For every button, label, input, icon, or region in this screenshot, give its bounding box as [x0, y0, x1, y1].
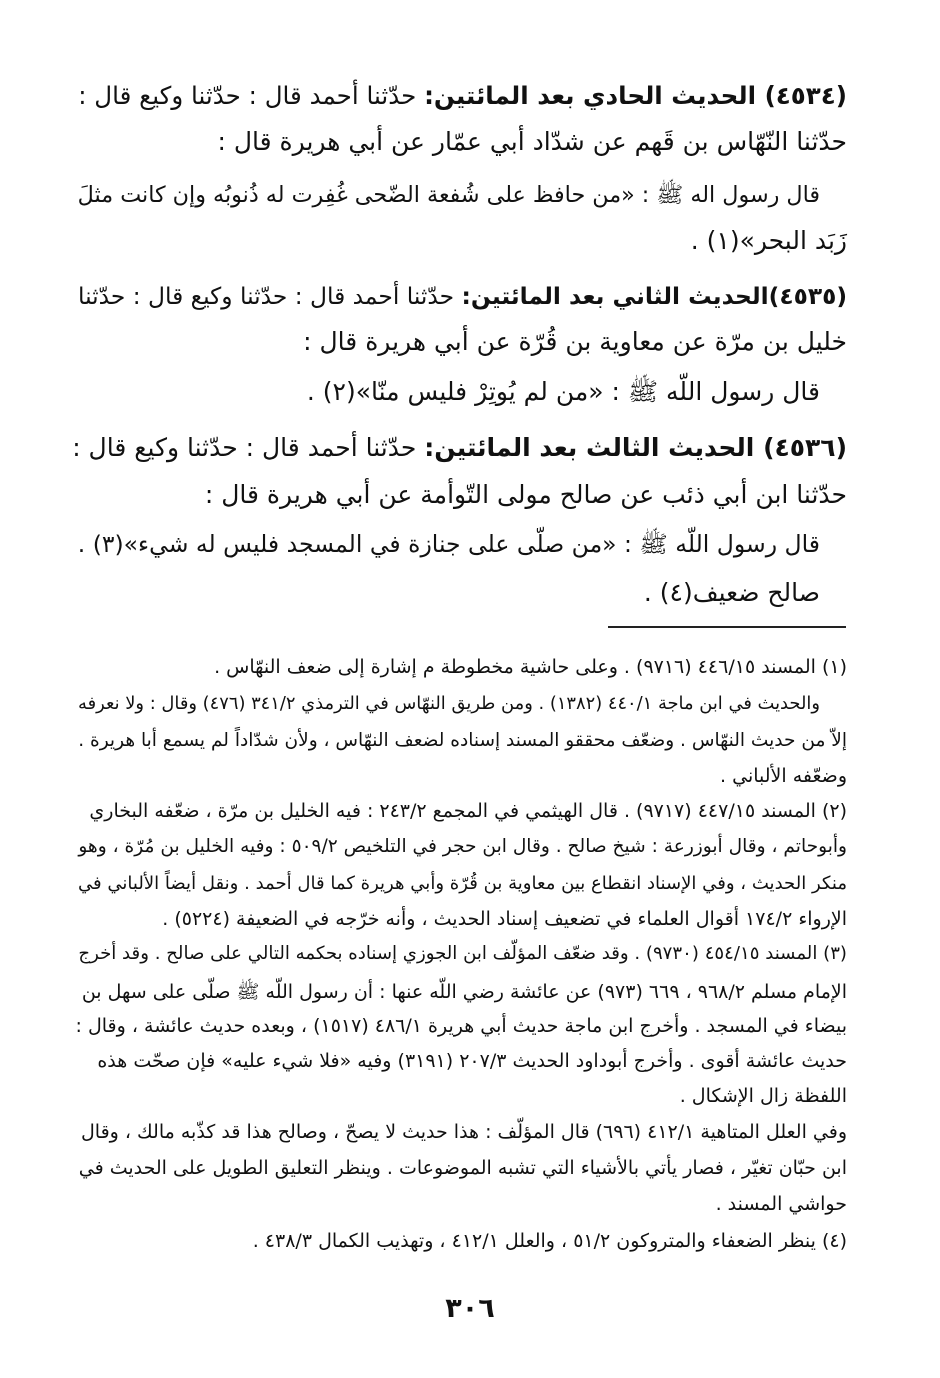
- footnote-1-line-3: إلاّ من حديث النهّاس . وضعّف محققو المسند إسناده لضعف النهّاس ، ولأن شدّاداً لم يسمع أبا هريرة .: [78, 730, 847, 751]
- footnote-1-line-2: والحديث في ابن ماجة ٤٤٠/١ (١٣٨٢) . ومن طريق النهّاس في الترمذي ٣٤١/٢ (٤٧٦) وقال : ولا نعرفه: [78, 693, 820, 714]
- footnote-3-line-8: حواشي المسند .: [715, 1193, 847, 1215]
- hadith-4534-line-2: حدّثنا النّهّاس بن قَهم عن شدّاد أبي عمّار عن أبي هريرة قال :: [217, 127, 847, 156]
- hadith-4535-heading: (٤٥٣٥)الحديث الثاني بعد المائتين:: [461, 282, 847, 310]
- footnote-3-line-3: بيضاء في المسجد . وأخرج ابن ماجة حديث أبي هريرة ٤٨٦/١ (١٥١٧) ، وبعده حديث عائشة ، وقال :: [75, 1015, 847, 1037]
- hadith-4536-heading: (٤٥٣٦) الحديث الثالث بعد المائتين:: [424, 433, 847, 462]
- hadith-4535-line-1: (٤٥٣٥)الحديث الثاني بعد المائتين: حدّثنا أحمد قال : حدّثنا وكيع قال : حدّثنا: [77, 282, 847, 310]
- footnote-3-line-1: (٣) المسند ٤٥٤/١٥ (٩٧٣٠) . وقد ضعّف المؤلّف ابن الجوزي إسناده بحكمه التالي على صالح . وقد أخرج: [78, 943, 847, 964]
- footnote-2-line-4: الإرواء ١٧٤/٢ أقوال العلماء في تضعيف إسناد الحديث ، وأنه خرّجه في الضعيفة (٥٢٢٤) .: [162, 908, 847, 930]
- footnote-3-line-5: اللفظة زال الإشكال .: [679, 1085, 847, 1107]
- footnote-3-line-7: ابن حبّان تغيّر ، فصار يأتي بالأشياء التي تشبه الموضوعات . وينظر التعليق الطويل على الحديث في: [78, 1157, 847, 1179]
- hadith-4536-line-1: (٤٥٣٦) الحديث الثالث بعد المائتين: حدّثنا أحمد قال : حدّثنا وكيع قال :: [72, 433, 847, 462]
- footnote-2-line-1: (٢) المسند ٤٤٧/١٥ (٩٧١٧) . قال الهيثمي في المجمع ٢٤٣/٢ : فيه الخليل بن مرّة ، ضعّفه البخاري: [89, 800, 847, 822]
- hadith-4536-line-2: حدّثنا ابن أبي ذئب عن صالح مولى التّوأمة عن أبي هريرة قال :: [204, 480, 847, 509]
- footnote-separator: [608, 626, 846, 628]
- hadith-4534-heading: (٤٥٣٤) الحديث الحادي بعد المائتين:: [424, 81, 847, 110]
- footnote-3-line-6: وفي العلل المتاهية ٤١٢/١ (٦٩٦) قال المؤلّف : هذا حديث لا يصحّ ، وصالح هذا قد كذّبه مالك ، وقال: [80, 1121, 847, 1143]
- hadith-4534-matn-cont: زَبَد البحر»(١) .: [690, 226, 847, 255]
- footnote-2-line-2: وأبوحاتم ، وقال أبوزرعة : شيخ صالح . وقال ابن حجر في التلخيص ٥٠٩/٢ : وفيه الخليل بن مُرّة ، وهو: [78, 836, 847, 857]
- footnote-3-line-4: حديث عائشة أقوى . وأخرج أبوداود الحديث ٢٠٧/٣ (٣١٩١) وفيه «فلا شيء عليه» فإن صحّت هذه: [97, 1050, 847, 1072]
- hadith-4534-matn: قال رسول اله ﷺ : «من حافظ على شُفعة الضّحى غُفِرت له ذُنوبُه وإن كانت مثلَ: [77, 182, 820, 208]
- footnote-1-line-1: (١) المسند ٤٤٦/١٥ (٩٧١٦) . وعلى حاشية مخطوطة م إشارة إلى ضعف النهّاس .: [214, 656, 847, 678]
- footnote-4-line-1: (٤) ينظر الضعفاء والمتروكون ٥١/٢ ، والعلل ٤١٢/١ ، وتهذيب الكمال ٤٣٨/٣ .: [252, 1230, 847, 1252]
- hadith-4535-matn: قال رسول اللّه ﷺ : «من لم يُوتِرْ فليس منّا»(٢) .: [306, 377, 820, 406]
- footnote-3-line-2: الإمام مسلم ٩٦٨/٢ ، ٦٦٩ (٩٧٣) عن عائشة رضي اللّه عنها : أن رسول اللّه ﷺ صلّى على سهل بن: [81, 981, 847, 1003]
- hadith-4536-matn: قال رسول اللّه ﷺ : «من صلّى على جنازة في المسجد فليس له شيء»(٣) .: [77, 530, 820, 558]
- footnote-1-line-4: وضعّفه الألباني .: [720, 765, 847, 787]
- hadith-4535-line-2: خليل بن مرّة عن معاوية بن قُرّة عن أبي هريرة قال :: [303, 327, 847, 356]
- page-number: ٣٠٦: [445, 1293, 495, 1324]
- hadith-4536-grading: صالح ضعيف(٤) .: [643, 578, 820, 607]
- hadith-4534-line-1: (٤٥٣٤) الحديث الحادي بعد المائتين: حدّثنا أحمد قال : حدّثنا وكيع قال :: [78, 81, 847, 110]
- footnote-2-line-3: منكر الحديث ، وفي الإسناد انقطاع بين معاوية بن قُرّة وأبي هريرة كما قال أحمد . ونقل أيضاً الألباني في: [77, 873, 847, 894]
